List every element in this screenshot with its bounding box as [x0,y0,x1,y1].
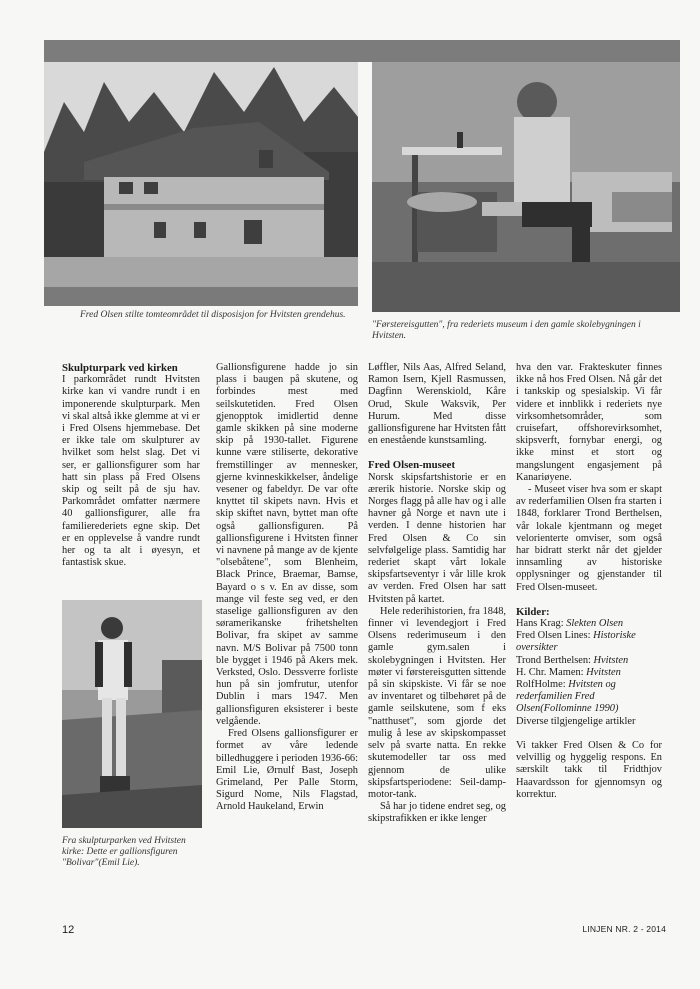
paragraph: Løffler, Nils Aas, Alfred Seland, Ramon Isern, Kjell Rasmussen, Dagfinn Werenskiold, Kåre Orud, Skule Waksvik, Per Hurum. Med disse gallionsfigurene har Hvitsten fått en enestående kunstsamling. [368,362,506,447]
issue-label: LINJEN NR. 2 - 2014 [582,924,666,934]
section-heading-sculpture-park: Skulpturpark ved kirken [62,362,178,374]
section-heading-museum: Fred Olsen-museet [368,459,456,472]
column-1 [62,362,200,569]
source-item: RolfHolme: Hvitsten og rederfamilien Fred Olsen(Follominne 1990) [516,679,619,715]
museum-photo-caption: "Førstereisgutten", fra rederiets museum i den gamle skolebygningen i Hvitsten. [372,320,641,341]
source-item: Fred Olsen Lines: Historiske oversikter [516,630,636,654]
paragraph: I parkområdet rundt Hvitsten kirke kan vi vandre rundt i en imponerende skulpturpark. Men vi skal altså ikke glemme at vi er i Fred Olsens hjemmebase. Det er ikke tale om skulpturer av hvilket som helst slag. Det vi ser, er gallionsfigurer som har hatt sin plass på Fred Olsens skip og seilt på de sju hav. Parkområdet omfatter nærmere 40 gallionsfigurer, alle fra familierederiets egne skip. Det er en opplevelse å vandre rundt her og ta alt i øyesyn, et fantastisk skue. [62,374,200,569]
house-image [44,62,358,306]
source-item: Trond Berthelsen: Hvitsten [516,654,629,666]
paragraph: Så har jo tidene endret seg, og skipstrafikken er ikke lenger [368,801,506,825]
museum-photo [372,62,680,312]
house-photo-caption: Fred Olsen stilte tomteområdet til disposisjon for Hvitsten grendehus. [80,310,346,320]
paragraph: Hele rederihistorien, fra 1848, finner vi levendegjort i Fred Olsens rederimuseum i den gamle gym.salen i skolebygningen i Hvitsten. Her møter vi førstereisgutten sittende på sin skipskiste. Vi får se noe av inventaret og tilbehøret på de gamle seilskutene, som f eks "natthuset", som gjorde det mulig å lese av skipskompasset selv på svarte natta. En rekke skutemodeller tar oss med gjennom de ulike skipsfartsperiodene: Seil-damp-motor-tank. [368,605,506,800]
paragraph: Norsk skipsfartshistorie er en ærerik historie. Norske skip og Norges flagg på alle hav og i alle havner gå Norge et navn ute i verden. I denne historien har Fred Olsen & Co sin selvfølgelige plass. Samtidig har rederiet skapt vårt lokale skipsfartseventyr i vår lille krok av verden. Fred Olsen har satt Hvitsten på kartet. [368,471,506,605]
museum-image [372,62,680,312]
statue-image [62,600,202,828]
paragraph: - Museet viser hva som er skapt av rederfamilien Olsen fra starten i 1848, forklarer Trond Berthelsen, vår lokale kjentmann og meget velorienterte omviser, som også har bidratt sterkt når det gjelder innsamling av historiske opplysninger og gjenstander til Fred Olsen-museet. [516,484,662,593]
header-band [44,40,680,62]
sources-heading: Kilder: [516,605,550,618]
sources-list [516,618,662,728]
page-number: 12 [62,924,75,936]
source-item: Hans Krag: Slekten Olsen [516,618,624,630]
paragraph: Gallionsfigurene hadde jo sin plass i baugen på skutene, og forbindes mest med seilskutetiden. Fred Olsen gjenopptok imidlertid denne gamle skikken på sine moderne skip på 1930-tallet. Figurene kunne være stiliserte, dekorative fremstillinger av mennesker, gjerne kvinneskikkelser, åndelige vesener og fabeldyr. De var ofte knyttet til skipets navn. Hvis et skip skiftet navn, byttet man ofte også gallionsfiguren. På gallionsfigurene i Hvitsten finner vi navnene på mange av de kjente "olsebåtene", som Blenheim, Black Prince, Braemar, Bamse, Bayard o s v. En av disse, som mange vil feste seg ved, er den staselige gallionsfiguren av den søramerikanske frihetshelten Bolivar, fra skipet av samme navn. M/S Bolivar på 7500 tonn ble bygget i 1946 på Akers mek. Verksted, Oslo. Dessverre forliste hun på sin jomfrutur, utenfor Dublin i mars 1947. Men gallionsfiguren eksisterer i beste velgående. [216,362,358,727]
thanks-paragraph: Vi takker Fred Olsen & Co for velvillig og hyggelig respons. En særskilt takk til Fridthjov Haavardsson for gjennomsyn og korrektur. [516,739,662,800]
column-3 [368,362,506,826]
source-item: Diverse tilgjengelige artikler [516,715,636,727]
source-item: H. Chr. Mamen: Hvitsten [516,666,621,678]
paragraph: hva den var. Frakteskuter finnes ikke nå hos Fred Olsen. Nå går det i tankskip og spesialskip. Vi får videre et innblikk i rederiets nye virksomhetsområder, som cruisefart, offshorevirksomhet, skipsverft, fornybar energi, og ikke minst et stort og mangslungent engasjement på Kanariøyene. [516,362,662,483]
statue-photo-caption: Fra skulpturparken ved Hvitsten kirke: Dette er gallionsfiguren "Bolivar"(Emil Lie). [62,836,186,868]
house-photo [44,62,358,306]
statue-photo [62,600,202,828]
column-4 [516,362,662,801]
column-2 [216,362,358,814]
paragraph: Fred Olsens gallionsfigurer er formet av våre ledende billedhuggere i perioden 1936-66: Emil Lie, Ørnulf Bast, Joseph Grimeland, Per Palle Storm, Sigurd Nome, Nils Flagstad, Arnold Haukeland, Erwin [216,728,358,813]
